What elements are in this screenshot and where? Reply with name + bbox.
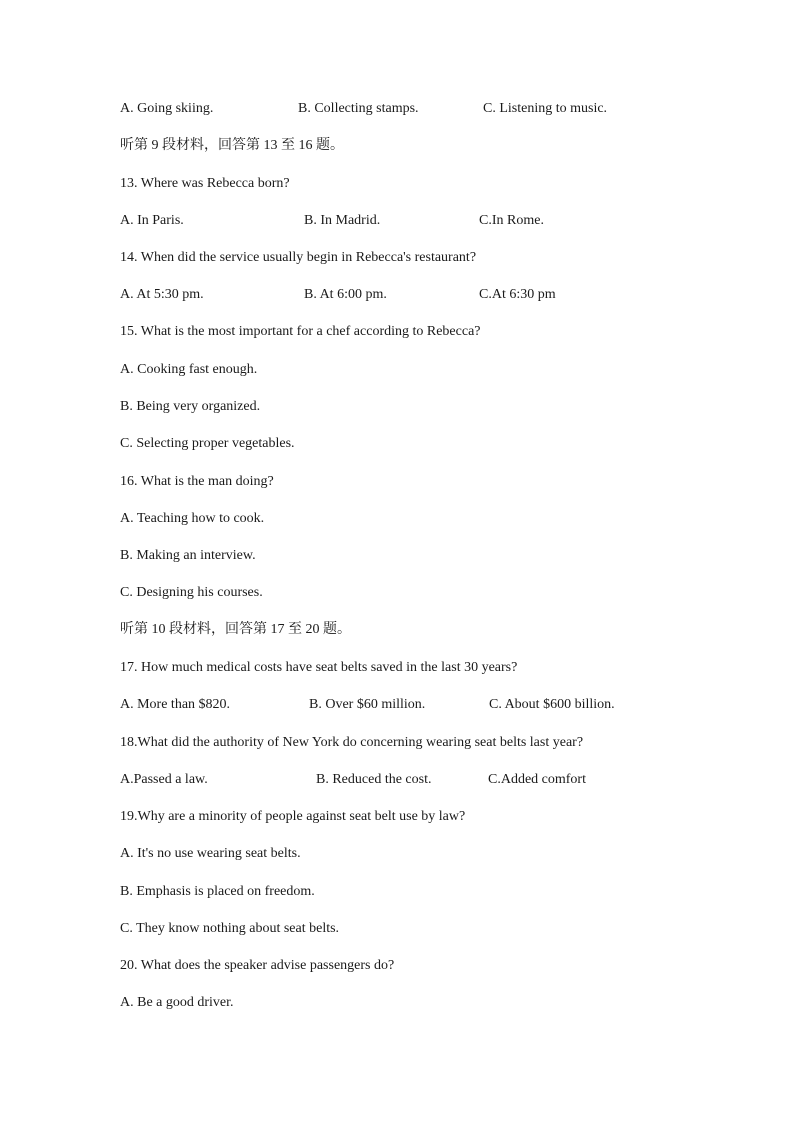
option-c: C.In Rome. [479, 213, 544, 228]
option-c: C.At 6:30 pm [479, 287, 556, 302]
option-b: B. Reduced the cost. [316, 772, 432, 787]
q20-option-a: A. Be a good driver. [120, 995, 234, 1010]
q16-option-a: A. Teaching how to cook. [120, 511, 265, 526]
option-b: B. In Madrid. [304, 213, 381, 228]
q19-option-a: A. It's no use wearing seat belts. [120, 846, 301, 861]
q16-option-b: B. Making an interview. [120, 548, 256, 563]
q16-option-c: C. Designing his courses. [120, 585, 263, 600]
question-20: 20. What does the speaker advise passengers do? [120, 958, 395, 973]
question-14: 14. When did the service usually begin in Rebecca's restaurant? [120, 250, 477, 265]
option-b: B. Collecting stamps. [298, 101, 419, 116]
q15-option-c: C. Selecting proper vegetables. [120, 436, 295, 451]
question-18: 18.What did the authority of New York do concerning wearing seat belts last year? [120, 735, 584, 750]
option-c: C.Added comfort [488, 772, 586, 787]
option-a: A.Passed a law. [120, 772, 208, 787]
option-a: A. At 5:30 pm. [120, 287, 204, 302]
question-17: 17. How much medical costs have seat belts saved in the last 30 years? [120, 660, 518, 675]
option-a: A. More than $820. [120, 697, 231, 712]
question-16: 16. What is the man doing? [120, 474, 274, 489]
question-19: 19.Why are a minority of people against seat belt use by law? [120, 809, 466, 824]
option-a: A. In Paris. [120, 213, 184, 228]
option-b: B. At 6:00 pm. [304, 287, 387, 302]
q15-option-b: B. Being very organized. [120, 399, 261, 414]
q15-option-a: A. Cooking fast enough. [120, 362, 258, 377]
section-instruction: 听第 9 段材料，回答第 13 至 16 题。 [120, 138, 344, 153]
question-13: 13. Where was Rebecca born? [120, 176, 290, 191]
q19-option-b: B. Emphasis is placed on freedom. [120, 884, 315, 899]
q19-option-c: C. They know nothing about seat belts. [120, 921, 340, 936]
option-c: C. Listening to music. [483, 101, 608, 116]
option-b: B. Over $60 million. [309, 697, 426, 712]
option-c: C. About $600 billion. [489, 697, 615, 712]
section-instruction: 听第 10 段材料，回答第 17 至 20 题。 [120, 622, 351, 637]
option-a: A. Going skiing. [120, 101, 214, 116]
question-15: 15. What is the most important for a chef according to Rebecca? [120, 324, 481, 339]
